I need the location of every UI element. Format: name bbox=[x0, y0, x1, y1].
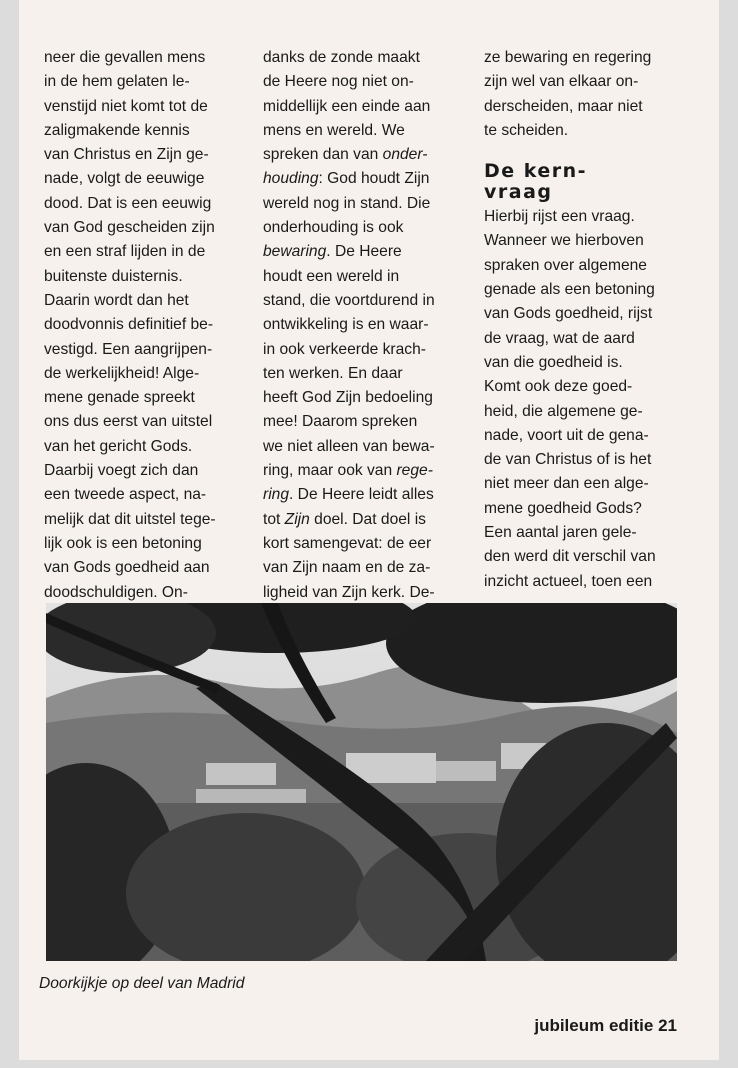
text-line bbox=[44, 581, 216, 605]
text-line bbox=[44, 483, 216, 507]
text-line bbox=[44, 532, 216, 556]
text-run: den werd dit verschil van bbox=[484, 548, 656, 566]
text-line bbox=[44, 410, 216, 434]
italic-text: Zijn bbox=[284, 510, 310, 528]
text-line bbox=[263, 143, 435, 167]
text-column-3 bbox=[484, 46, 656, 594]
text-run: wereld nog in stand. Die bbox=[263, 194, 431, 212]
section-heading-line-2: vraag bbox=[484, 181, 553, 204]
text-run: mens en wereld. We bbox=[263, 121, 405, 139]
text-run: melijk dat dit uitstel tege- bbox=[44, 510, 216, 528]
text-run: dood. Dat is een eeuwig bbox=[44, 194, 212, 212]
text-run: de werkelijkheid! Alge- bbox=[44, 364, 200, 382]
text-run: middellijk een einde aan bbox=[263, 97, 431, 115]
text-run: van Gods goedheid aan bbox=[44, 559, 210, 577]
text-line bbox=[263, 483, 435, 507]
text-line bbox=[44, 46, 216, 70]
text-line bbox=[484, 497, 656, 521]
text-line bbox=[263, 95, 435, 119]
text-line bbox=[484, 205, 656, 229]
text-run: neer die gevallen mens bbox=[44, 49, 206, 66]
text-run: mee! Daarom spreken bbox=[263, 413, 418, 431]
text-run: . De Heere leidt alles bbox=[289, 486, 434, 504]
text-line bbox=[484, 327, 656, 351]
text-run: van Gods goedheid, rijst bbox=[484, 305, 653, 323]
text-run: we niet alleen van bewa- bbox=[263, 437, 435, 455]
text-line bbox=[44, 119, 216, 143]
text-line bbox=[484, 375, 656, 399]
italic-text: houding bbox=[263, 170, 319, 188]
text-line bbox=[263, 167, 435, 191]
text-line bbox=[44, 338, 216, 362]
text-run: inzicht actueel, toen een bbox=[484, 572, 653, 590]
text-line bbox=[484, 302, 656, 326]
text-line bbox=[44, 435, 216, 459]
column-3-text-before bbox=[484, 46, 656, 143]
text-line bbox=[263, 313, 435, 337]
text-column-1 bbox=[44, 46, 216, 605]
text-run: van het gericht Gods. bbox=[44, 437, 193, 455]
text-line bbox=[263, 289, 435, 313]
text-run: doel. Dat doel is bbox=[309, 510, 426, 528]
text-line bbox=[263, 192, 435, 216]
text-run: ze bewaring en regering bbox=[484, 49, 652, 66]
text-line bbox=[484, 400, 656, 424]
italic-text: rege- bbox=[396, 462, 433, 480]
text-run: spreken dan van bbox=[263, 146, 383, 164]
text-line bbox=[484, 278, 656, 302]
text-line bbox=[263, 46, 435, 70]
text-run: ons dus eerst van uitstel bbox=[44, 413, 213, 431]
text-run: Daarbij voegt zich dan bbox=[44, 462, 199, 480]
text-run: mene goedheid Gods? bbox=[484, 499, 642, 517]
text-line bbox=[484, 70, 656, 94]
text-run: van Zijn naam en de za- bbox=[263, 559, 431, 577]
text-run: houdt een wereld in bbox=[263, 267, 400, 285]
text-run: onderhouding is ook bbox=[263, 219, 404, 237]
text-run: Hierbij rijst een vraag. bbox=[484, 208, 635, 226]
text-line bbox=[263, 410, 435, 434]
text-run: Een aantal jaren gele- bbox=[484, 524, 637, 542]
text-line bbox=[484, 448, 656, 472]
text-line bbox=[484, 119, 656, 143]
text-line bbox=[484, 95, 656, 119]
text-run: lijk ook is een betoning bbox=[44, 534, 202, 552]
photo-caption: Doorkijkje op deel van Madrid bbox=[39, 975, 245, 992]
text-line bbox=[263, 70, 435, 94]
text-run: heeft God Zijn bedoeling bbox=[263, 389, 433, 407]
text-line bbox=[263, 508, 435, 532]
text-line bbox=[263, 362, 435, 386]
text-line bbox=[44, 556, 216, 580]
text-line bbox=[484, 521, 656, 545]
text-line bbox=[263, 338, 435, 362]
text-run: te scheiden. bbox=[484, 121, 569, 139]
text-run: Daarin wordt dan het bbox=[44, 291, 189, 309]
text-run: de vraag, wat de aard bbox=[484, 329, 635, 347]
section-heading-line-1: De kern- bbox=[484, 160, 588, 183]
text-line bbox=[44, 95, 216, 119]
text-run: Wanneer we hierboven bbox=[484, 232, 644, 250]
text-line bbox=[484, 472, 656, 496]
text-run: nade, voort uit de gena- bbox=[484, 426, 649, 444]
text-run: de Heere nog niet on- bbox=[263, 73, 414, 91]
text-run: danks de zonde maakt bbox=[263, 49, 420, 66]
section-heading bbox=[484, 161, 656, 203]
text-line bbox=[44, 240, 216, 264]
text-run: kort samengevat: de eer bbox=[263, 534, 432, 552]
text-line bbox=[44, 459, 216, 483]
text-run: ten werken. En daar bbox=[263, 364, 403, 382]
text-run: doodvonnis definitief be- bbox=[44, 316, 214, 334]
text-line bbox=[263, 265, 435, 289]
text-line bbox=[484, 229, 656, 253]
text-line bbox=[484, 46, 656, 70]
text-run: genade als een betoning bbox=[484, 281, 655, 299]
text-run: stand, die voortdurend in bbox=[263, 291, 435, 309]
column-3-text-after bbox=[484, 205, 656, 594]
text-run: ligheid van Zijn kerk. De- bbox=[263, 583, 435, 601]
text-run: venstijd niet komt tot de bbox=[44, 97, 208, 115]
page-footer: jubileum editie 21 bbox=[534, 1016, 677, 1035]
text-line bbox=[44, 192, 216, 216]
text-run: een tweede aspect, na- bbox=[44, 486, 207, 504]
text-column-2 bbox=[263, 46, 435, 605]
text-run: en een straf lijden in de bbox=[44, 243, 206, 261]
text-line bbox=[484, 351, 656, 375]
text-line bbox=[263, 435, 435, 459]
text-line bbox=[44, 143, 216, 167]
text-run: de van Christus of is het bbox=[484, 451, 652, 469]
text-run: in de hem gelaten le- bbox=[44, 73, 190, 91]
text-line bbox=[44, 362, 216, 386]
text-line bbox=[44, 216, 216, 240]
text-run: . De Heere bbox=[326, 243, 402, 261]
text-run: tot bbox=[263, 510, 285, 528]
text-line bbox=[484, 254, 656, 278]
text-line bbox=[484, 545, 656, 569]
text-line bbox=[44, 508, 216, 532]
text-line bbox=[263, 459, 435, 483]
text-run: nade, volgt de eeuwige bbox=[44, 170, 205, 188]
text-line bbox=[44, 386, 216, 410]
text-run: buitenste duisternis. bbox=[44, 267, 183, 285]
text-run: derscheiden, maar niet bbox=[484, 97, 643, 115]
text-run: van die goedheid is. bbox=[484, 353, 623, 371]
text-line bbox=[44, 167, 216, 191]
text-run: niet meer dan een alge- bbox=[484, 475, 649, 493]
text-line bbox=[44, 313, 216, 337]
italic-text: ring bbox=[263, 486, 290, 504]
text-line bbox=[484, 570, 656, 594]
text-run: van Christus en Zijn ge- bbox=[44, 146, 209, 164]
text-line bbox=[44, 70, 216, 94]
text-run: in ook verkeerde krach- bbox=[263, 340, 426, 358]
text-line bbox=[263, 581, 435, 605]
text-line bbox=[44, 289, 216, 313]
text-line bbox=[263, 556, 435, 580]
text-run: heid, die algemene ge- bbox=[484, 402, 643, 420]
text-run: ring, maar ook van bbox=[263, 462, 397, 480]
text-run: zaligmakende kennis bbox=[44, 121, 190, 139]
text-run: ontwikkeling is en waar- bbox=[263, 316, 429, 334]
text-run: : God houdt Zijn bbox=[318, 170, 430, 188]
text-run: mene genade spreekt bbox=[44, 389, 195, 407]
text-run: zijn wel van elkaar on- bbox=[484, 73, 639, 91]
text-line bbox=[44, 265, 216, 289]
text-run: doodschuldigen. On- bbox=[44, 583, 188, 601]
text-line bbox=[263, 119, 435, 143]
text-run: van God gescheiden zijn bbox=[44, 219, 215, 237]
text-run: Komt ook deze goed- bbox=[484, 378, 633, 396]
text-line bbox=[484, 424, 656, 448]
text-run: vestigd. Een aangrijpen- bbox=[44, 340, 213, 358]
text-line bbox=[263, 216, 435, 240]
text-line bbox=[263, 532, 435, 556]
magazine-page bbox=[19, 0, 719, 1060]
text-line bbox=[263, 386, 435, 410]
text-run: spraken over algemene bbox=[484, 256, 647, 274]
photo-madrid-view bbox=[46, 603, 677, 961]
italic-text: bewaring bbox=[263, 243, 327, 261]
text-line bbox=[263, 240, 435, 264]
italic-text: onder- bbox=[382, 146, 428, 164]
